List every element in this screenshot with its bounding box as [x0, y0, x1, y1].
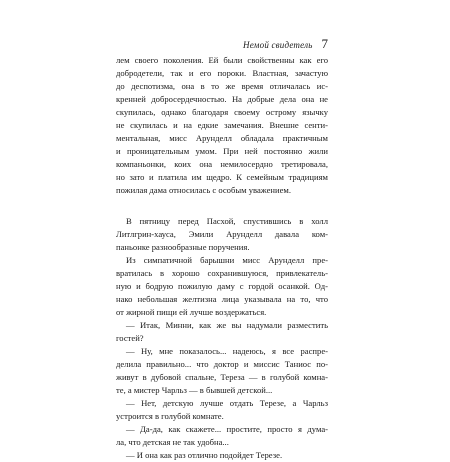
text-line: живут в дубовой спальне, Тереза — в голубой комна-: [116, 372, 328, 382]
text-line: те, а мистер Чарльз — в бывшей детской...: [116, 385, 273, 395]
text-line: ную и бодрую пожилую даму с гордой осанкой. Од-: [116, 281, 328, 291]
paragraph: [116, 319, 328, 345]
text-line: вратилась в хорошо сохранившуюся, привлекатель-: [116, 268, 328, 278]
text-line: ментальная, мисс Арунделл обладала практичным: [116, 133, 328, 143]
text-line: пожилая дама относилась с особым уважением.: [116, 185, 292, 195]
body-text: [116, 54, 328, 462]
text-line: лем своего поколения. Ей были свойственны как его: [116, 55, 328, 65]
text-line: — Итак, Минни, как же вы надумали разместить: [126, 320, 328, 330]
text-line: делила правильно... что доктор и миссис Таниос по-: [116, 359, 328, 369]
text-line: и проницательным умом. При ней постоянно жили: [116, 146, 328, 156]
running-title: Немой свидетель: [243, 40, 313, 50]
text-line: от жирной пищи ей лучше воздержаться.: [116, 307, 267, 317]
paragraph: [116, 449, 328, 462]
text-line: Литлгрин-хауса, Эмили Арунделл давала ком-: [116, 229, 328, 239]
running-header: [243, 36, 328, 50]
text-line: В пятницу перед Пасхой, спустившись в холл: [126, 216, 328, 226]
text-line: устроится в голубой комнате.: [116, 411, 224, 421]
text-line: кренней добросердечностью. На добрые дела она не: [116, 94, 328, 104]
text-line: не скупилась и на едкие замечания. Внешне сенти-: [116, 120, 328, 130]
text-line: до деспотизма, она в то же время отличалась ис-: [116, 81, 328, 91]
text-line: — И она как раз отлично подойдет Терезе.: [126, 450, 283, 460]
text-line: — Нет, детскую лучше отдать Терезе, а Чарльз: [126, 398, 328, 408]
text-line: — Да-да, как скажете... простите, просто я дума-: [126, 424, 328, 434]
text-line: скупилась, однако благодаря своему острому язычку: [116, 107, 328, 117]
paragraph: [116, 215, 328, 254]
paragraph: [116, 397, 328, 423]
text-line: гостей?: [116, 333, 144, 343]
text-line: — Ну, мне показалось... надеюсь, я все распре-: [126, 346, 328, 356]
text-line: добродетели, так и его пороки. Властная, зачастую: [116, 68, 328, 78]
paragraph: [116, 254, 328, 319]
text-line: нако небольшая желтизна лица указывала на то, что: [116, 294, 328, 304]
text-line: компаньонки, коих она немилосердно третировала,: [116, 159, 328, 169]
paragraph: [116, 423, 328, 449]
page-number: 7: [321, 36, 328, 51]
text-line: паньонке разнообразные поручения.: [116, 242, 250, 252]
paragraph: [116, 345, 328, 397]
text-line: но зато и платила им щедро. К семейным традициям: [116, 172, 328, 182]
section-break: [116, 197, 328, 215]
text-line: ла, что детская не так удобна...: [116, 437, 229, 447]
paragraph: [116, 54, 328, 197]
text-line: Из симпатичной барышни мисс Арунделл пре-: [126, 255, 328, 265]
